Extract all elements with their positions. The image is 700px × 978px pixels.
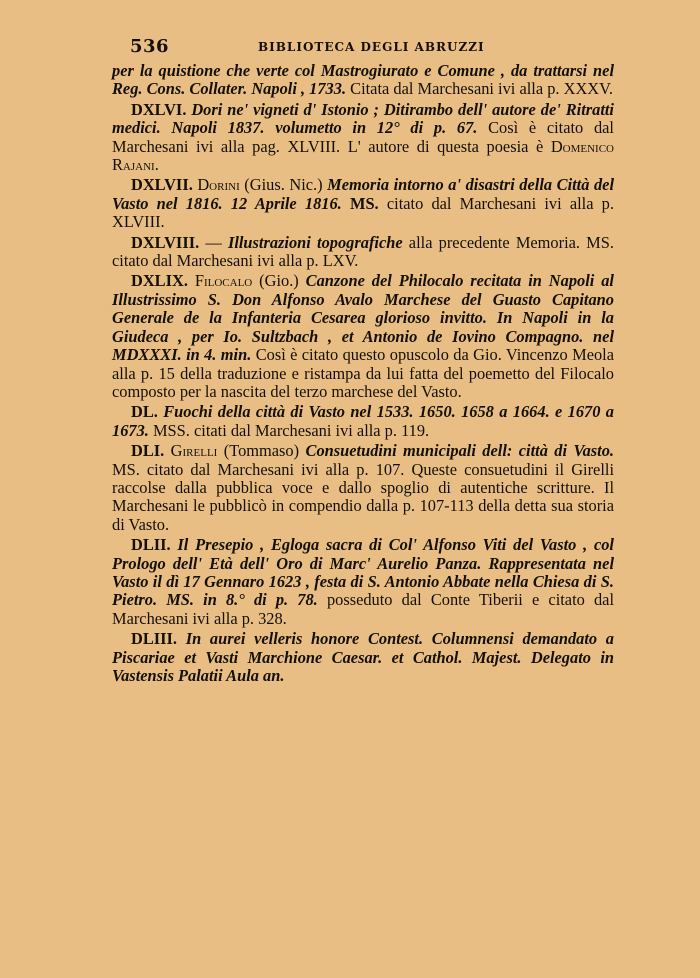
entry-title-text: Illustrazioni topografiche — [227, 232, 403, 252]
entry-title-text: Dori ne' vigneti d' Istonio ; Ditirambo dell' autore de' Ritratti medici. Napoli 1837. volumetto in 12° di p. 67. — [112, 99, 614, 138]
entry-author: Filocalo — [194, 271, 253, 291]
page-header — [112, 36, 614, 62]
entry-number: DXLVII. — [131, 175, 198, 195]
running-title: BIBLIOTECA DEGLI ABRUZZI — [258, 40, 485, 54]
bibliography-entry — [112, 176, 614, 231]
entry-text: Così è citato dal Marchesani ivi alla pag. XLVIII. L' autore di questa poesia è — [112, 118, 614, 156]
entry-title-text: Memoria intorno a' disastri della Città del Vasto nel 1816. 12 Aprile 1816. — [112, 175, 614, 213]
entry-text: posseduto dal Conte Tiberii e citato dal Marchesani ivi alla p. 328. — [112, 590, 614, 628]
bibliography-entry — [112, 442, 614, 534]
entry-author: Girelli — [170, 441, 218, 461]
entry-number: DXLVIII. — [131, 232, 206, 252]
entry-text: MSS. citati dal Marchesani ivi alla p. 119. — [148, 420, 430, 440]
entry-text: MS. citato dal Marchesani ivi alla p. 107. Queste consuetudini il Girelli raccolse dalla pubblica voce e dallo spoglio di autentiche scritture. Il Marchesani le pubblicò in compendio dalla p. 107-113 della detta sua storia di Vasto. — [112, 459, 614, 534]
entry-author: Domenico Rajani. — [112, 136, 614, 175]
entry-text: (Gio.) — [252, 271, 306, 291]
bibliography-entry — [112, 234, 614, 271]
entry-text: (Tommaso) — [217, 441, 306, 461]
entry-text: alla precedente Memoria. MS. citato dal Marchesani ivi alla p. LXV. — [112, 232, 614, 271]
bibliography-entries — [112, 62, 614, 685]
bibliography-entry — [112, 272, 614, 401]
bibliography-entry — [112, 536, 614, 628]
bibliography-entry — [112, 630, 614, 685]
entry-text: Citata dal Marchesani ivi alla p. XXXV. — [346, 79, 613, 99]
entry-continuation — [112, 62, 614, 99]
entry-text: citato dal Marchesani ivi alla p. XLVIII. — [112, 193, 614, 232]
entry-title-text: Fuochi della città di Vasto nel 1533. 1650. 1658 a 1664. e 1670 a 1673. — [112, 402, 615, 440]
entry-author: Dorini — [197, 175, 240, 195]
entry-text: — — [205, 232, 228, 252]
entry-title-text: Consuetudini municipali dell: città di Vasto. — [305, 441, 615, 461]
entry-title-text: In aurei velleris honore Contest. Columnensi demandato a Piscariae et Vasti Marchione Caesar. et Cathol. Majest. Delegato in Vastensis Palatii Aula an. — [112, 629, 615, 685]
entry-title-text: Il Presepio , Egloga sacra di Col' Alfonso Viti del Vasto , col Prologo dell' Età dell' Oro di Marc' Aurelio Panza. Rappresentata nel Vasto il dì 17 Gennaro 1623 , festa di S. Antonio Abbate nella Chiesa di S. Pietro. MS. in 8.° di p. 78. — [112, 535, 614, 610]
entry-text: (Gius. Nic.) — [239, 175, 328, 195]
bibliography-entry — [112, 403, 614, 440]
entry-number: DLII. — [131, 535, 178, 555]
entry-number: DLIII. — [131, 629, 186, 649]
entry-text: Così è citato questo opuscolo da Gio. Vincenzo Meola alla p. 15 della traduzione e ristampa da lui fatta del poemetto del Filocalo composto per la nascita del terzo marchese del Vasto. — [112, 345, 614, 401]
entry-number: DL. — [131, 402, 164, 422]
entry-number: DXLIX. — [131, 271, 195, 291]
entry-text: MS. — [341, 193, 379, 213]
page-number: 536 — [130, 36, 170, 57]
entry-title-text: Canzone del Philocalo recitata in Napoli al Illustrissimo S. Don Alfonso Avalo Marchese del Guasto Capitano Generale de la Infanteria Cesarea glorioso invitto. In Napoli in la Giudeca , per Io. Sultzbach , et Antonio de Iovino Compagno. nel MDXXXI. in 4. min. — [112, 271, 614, 365]
entry-number: DLI. — [131, 441, 171, 461]
entry-title-text: per la quistione che verte col Mastrogiurato e Comune , da trattarsi nel Reg. Cons. Collater. Napoli , 1733. — [112, 61, 614, 99]
entry-number: DXLVI. — [131, 99, 192, 119]
bibliography-entry — [112, 101, 614, 175]
